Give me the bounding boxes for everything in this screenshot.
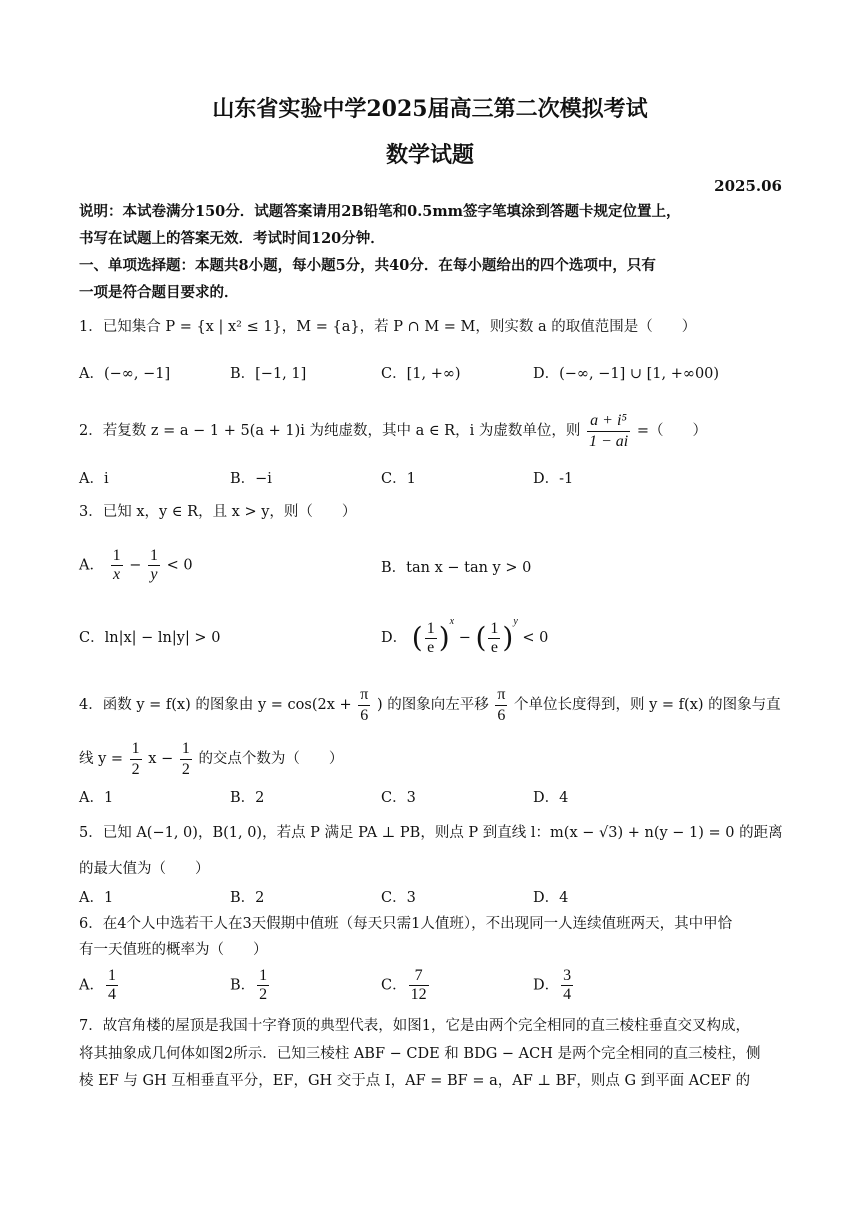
question-2-fraction — [587, 412, 630, 450]
question-4-text-e: x − — [148, 751, 174, 768]
numerator: 1 — [149, 547, 158, 564]
question-4-text-f: 的交点个数为（ ） — [198, 751, 344, 768]
question-6-option-d — [533, 968, 575, 1003]
question-2-stem-tail: =（ ） — [636, 423, 707, 440]
denominator: 6 — [360, 706, 369, 724]
question-3-stem: 3．已知 x，y ∈ R，且 x > y，则（ ） — [79, 504, 357, 520]
question-1-stem: 1．已知集合 P = {x | x² ≤ 1}，M = {a}，若 P ∩ M = M，则实数 a 的取值范围是（ ） — [79, 319, 697, 335]
question-4-option-d: D．4 — [533, 790, 569, 806]
question-4-text-c: 个单位长度得到，则 y = f(x) 的图象与直 — [514, 697, 781, 714]
question-4-option-c: C．3 — [381, 790, 416, 806]
denominator: x — [113, 566, 121, 583]
subject-title: 数学试题 — [385, 142, 474, 168]
question-4-frac-a — [358, 686, 370, 724]
question-4-frac-c — [130, 740, 142, 778]
question-4-option-a: A．1 — [79, 790, 114, 806]
denominator: 12 — [410, 986, 427, 1003]
instructions-line-2: 书写在试题上的答案无效．考试时间120分钟． — [79, 230, 385, 247]
denominator: 4 — [563, 986, 572, 1003]
numerator: π — [495, 686, 507, 706]
denominator: e — [490, 638, 498, 656]
question-6-option-c — [381, 968, 431, 1003]
minus-sign: − — [129, 557, 142, 574]
question-5-line-1: 5．已知 A(−1, 0)，B(1, 0)，若点 P 满足 PA ⊥ PB，则点 P 到直线 l：m(x − √3) + n(y − 1) = 0 的距离 — [79, 825, 783, 841]
denominator: 6 — [497, 706, 506, 724]
question-4-line-2 — [79, 740, 343, 778]
question-4-text-a: 4．函数 y = f(x) 的图象由 y = cos(2x + — [79, 697, 352, 714]
numerator: 1 — [107, 967, 116, 984]
question-3-a-frac-2 — [148, 548, 160, 583]
section-1-heading-line-2: 一项是符合题目要求的． — [79, 284, 239, 301]
denominator: 2 — [131, 760, 140, 778]
question-2-stem — [79, 412, 707, 450]
question-4-option-b: B．2 — [230, 790, 265, 806]
question-1-option-d: D．(−∞, −1] ∪ [1, +∞00) — [533, 366, 720, 382]
question-6-line-2: 有一天值班的概率为（ ） — [79, 942, 268, 958]
numerator: 1 — [130, 740, 142, 760]
denominator: 2 — [181, 760, 190, 778]
option-label: A． — [79, 557, 104, 574]
question-2-option-a: A．i — [79, 471, 109, 487]
inequality-tail: < 0 — [166, 557, 193, 574]
option-label: A． — [79, 977, 104, 994]
question-3-option-b: B．tan x − tan y > 0 — [381, 560, 532, 576]
question-3-d-frac-1 — [425, 621, 437, 656]
question-7-line-2: 将其抽象成几何体如图2所示．已知三棱柱 ABF − CDE 和 BDG − ACH 是两个完全相同的直三棱柱，侧 — [79, 1046, 761, 1062]
exam-title: 山东省实验中学2025届高三第二次模拟考试 — [212, 96, 648, 122]
question-5-option-c: C．3 — [381, 890, 416, 906]
option-label: D． — [533, 977, 560, 994]
denominator: y — [150, 566, 158, 583]
numerator: 1 — [426, 619, 435, 637]
question-4-text-b: ) 的图象向左平移 — [376, 697, 489, 714]
question-3-option-a — [79, 548, 193, 583]
question-3-option-d: D． ( $\frac{1}{e}$ )$^x$ − ( $\frac{1}{e}$ )$^y$ < 0 — [381, 616, 549, 656]
question-4-frac-b — [495, 686, 507, 724]
question-1-option-a: A．(−∞, −1] — [79, 366, 171, 382]
numerator: π — [358, 686, 370, 706]
numerator: 3 — [563, 967, 572, 984]
denominator: 4 — [107, 986, 116, 1003]
exam-date: 2025.06 — [714, 177, 782, 195]
question-7-line-1: 7．故宫角楼的屋顶是我国十字脊顶的典型代表，如图1，它是由两个完全相同的直三棱柱垂直交叉构成， — [79, 1018, 750, 1034]
numerator: 1 — [112, 547, 121, 564]
question-4-line-1 — [79, 686, 781, 724]
denominator: 2 — [259, 986, 268, 1003]
question-2-option-b: B．−i — [230, 471, 272, 487]
question-4-frac-d — [180, 740, 192, 778]
option-label: D． — [381, 630, 408, 646]
numerator: 7 — [409, 968, 429, 986]
exponent: x — [449, 616, 455, 627]
question-1-option-b: B．[−1, 1] — [230, 366, 307, 382]
question-2-option-c: C．1 — [381, 471, 416, 487]
numerator: 1 — [259, 967, 268, 984]
question-5-option-a: A．1 — [79, 890, 114, 906]
option-label: C． — [381, 977, 407, 994]
numerator: 1 — [180, 740, 192, 760]
question-6-option-b — [230, 968, 271, 1003]
question-3-option-c: C．ln|x| − ln|y| > 0 — [79, 630, 221, 646]
question-2-stem-text: 2．若复数 z = a − 1 + 5(a + 1)i 为纯虚数，其中 a ∈ R，i 为虚数单位，则 — [79, 423, 581, 440]
question-6-option-a — [79, 968, 120, 1003]
question-2-fraction-denominator: 1 − ai — [588, 432, 629, 450]
question-3-d-frac-2 — [488, 621, 500, 656]
question-7-line-3: 棱 EF 与 GH 互相垂直平分，EF，GH 交于点 I，AF = BF = a，AF ⊥ BF，则点 G 到平面 ACEF 的 — [79, 1073, 751, 1089]
question-2-fraction-numerator: a + i⁵ — [587, 412, 630, 432]
instructions-line-1: 说明：本试卷满分150分．试题答案请用2B铅笔和0.5mm签字笔填涂到答题卡规定位置上， — [79, 203, 681, 220]
question-5-option-d: D．4 — [533, 890, 569, 906]
question-3-a-frac-1 — [111, 548, 123, 583]
option-label: B． — [230, 977, 256, 994]
question-6-line-1: 6．在4个人中选若干人在3天假期中值班（每天只需1人值班），不出现同一人连续值班两天，其中甲恰 — [79, 916, 733, 932]
question-4-text-d: 线 y = — [79, 751, 124, 768]
inequality-tail: < 0 — [522, 630, 549, 646]
denominator: e — [427, 638, 435, 656]
question-1-option-c: C．[1, +∞) — [381, 366, 461, 382]
numerator: 1 — [490, 619, 499, 637]
exponent: y — [513, 616, 518, 627]
minus-sign: − — [458, 630, 471, 646]
question-2-option-d: D．-1 — [533, 471, 574, 487]
question-5-option-b: B．2 — [230, 890, 265, 906]
question-5-line-2: 的最大值为（ ） — [79, 861, 210, 877]
section-1-heading-line-1: 一、单项选择题：本题共8小题，每小题5分，共40分．在每小题给出的四个选项中，只有 — [79, 257, 656, 274]
